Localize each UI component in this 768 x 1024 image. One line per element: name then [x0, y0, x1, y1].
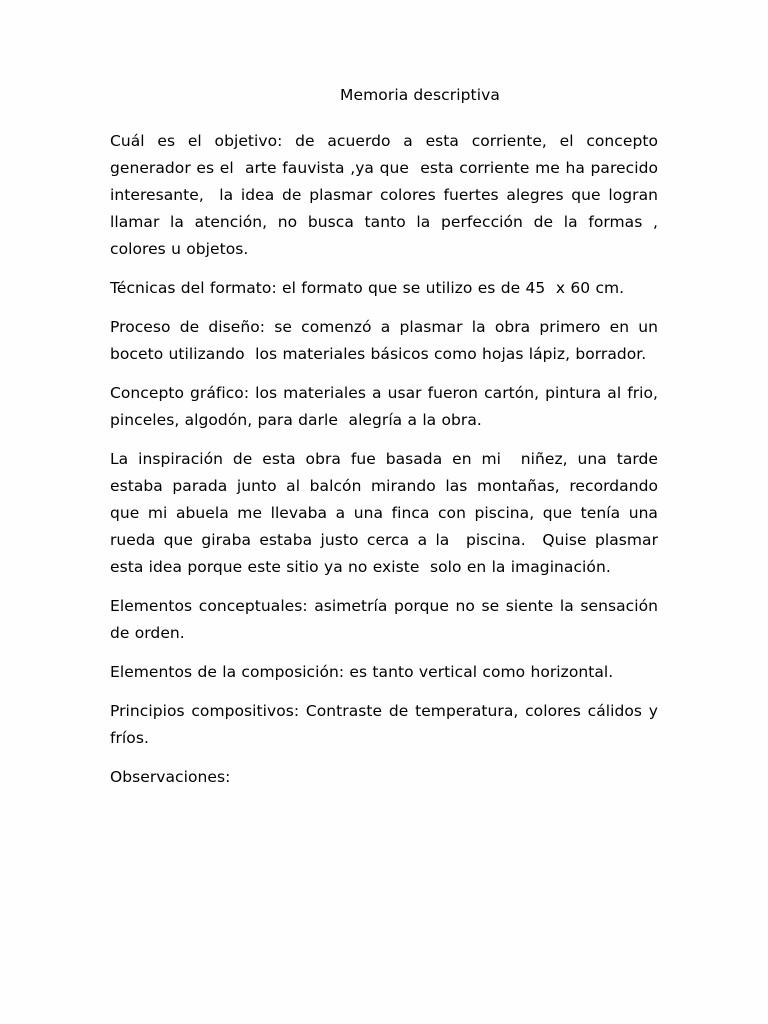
paragraph-elementos-composicion: Elementos de la composición: es tanto vertical como horizontal.	[110, 663, 614, 681]
paragraph-elementos-conceptuales: Elementos conceptuales: asimetría porque no se siente la sensación de orden.	[110, 597, 664, 642]
paragraph-observaciones: Observaciones:	[110, 768, 231, 786]
paragraph-objetivo: Cuál es el objetivo: de acuerdo a esta corriente, el concepto generador es el arte fauvista ,ya que esta corriente me ha parecido interesante, la idea de plasmar colores fuertes alegres que logran llamar la atención, no busca tanto la perfección de la formas , colores u objetos.	[110, 132, 669, 258]
paragraph-proceso-diseno: Proceso de diseño: se comenzó a plasmar la obra primero en un boceto utilizando los materiales básicos como hojas lápiz, borrador.	[110, 318, 664, 363]
paragraph-principios-compositivos: Principios compositivos: Contraste de temperatura, colores cálidos y fríos.	[110, 702, 664, 747]
paragraph-tecnicas-formato: Técnicas del formato: el formato que se utilizo es de 45 x 60 cm.	[110, 279, 625, 297]
page-title: Memoria descriptiva	[339, 86, 501, 104]
paragraph-concepto-grafico: Concepto gráfico: los materiales a usar fueron cartón, pintura al frio, pinceles, algodón, para darle alegría a la obra.	[110, 384, 664, 429]
paragraph-inspiracion: La inspiración de esta obra fue basada en mi niñez, una tarde estaba parada junto al balcón mirando las montañas, recordando que mi abuela me llevaba a una finca con piscina, que tenía una rueda que giraba estaba justo cerca a la piscina. Quise plasmar esta idea porque este sitio ya no existe solo en la imaginación.	[110, 450, 664, 576]
